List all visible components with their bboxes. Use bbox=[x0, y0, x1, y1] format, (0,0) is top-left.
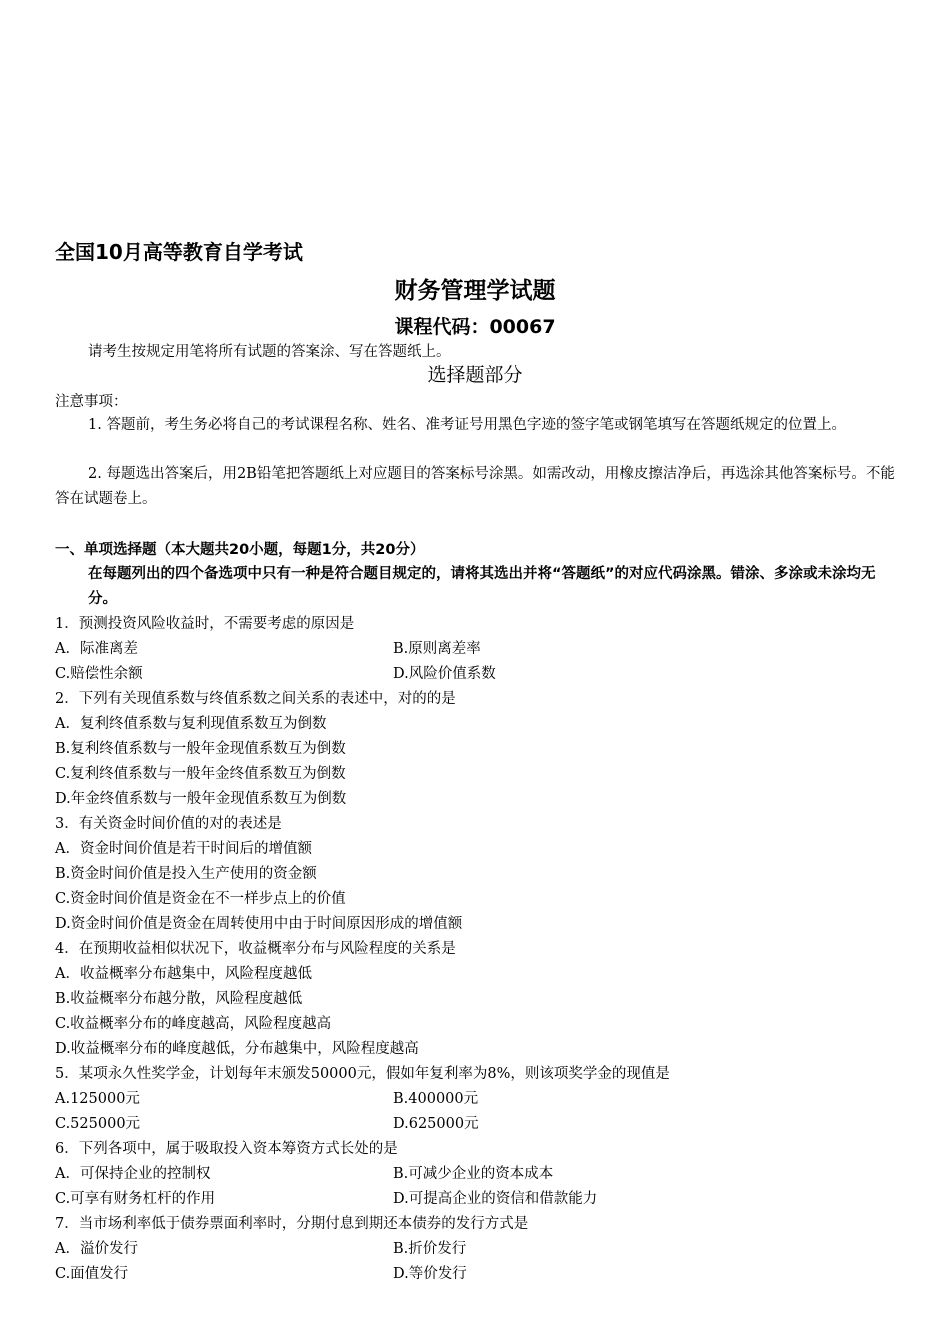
question-3-option-b: B.资金时间价值是投入生产使用的资金额 bbox=[55, 866, 317, 882]
question-7-option-a: A．溢价发行 bbox=[55, 1241, 138, 1257]
answer-instruction: 请考生按规定用笔将所有试题的答案涂、写在答题纸上。 bbox=[88, 344, 451, 360]
question-7-option-d: D.等价发行 bbox=[393, 1266, 467, 1282]
question-5-stem: 5．某项永久性奖学金，计划每年末颁发50000元，假如年复利率为8%，则该项奖学金的现值是 bbox=[55, 1066, 670, 1082]
subject-title: 财务管理学试题 bbox=[394, 278, 556, 304]
question-3-stem: 3．有关资金时间价值的对的表述是 bbox=[55, 816, 282, 832]
note-1: 1. 答题前，考生务必将自己的考试课程名称、姓名、准考证号用黑色字迹的签字笔或钢笔填写在答题纸规定的位置上。 bbox=[88, 417, 846, 433]
question-2-option-d: D.年金终值系数与一般年金现值系数互为倒数 bbox=[55, 791, 347, 807]
question-4-stem: 4．在预期收益相似状况下，收益概率分布与风险程度的关系是 bbox=[55, 941, 456, 957]
question-6-option-a: A．可保持企业的控制权 bbox=[55, 1166, 211, 1182]
question-7-stem: 7．当市场利率低于债券票面利率时，分期付息到期还本债券的发行方式是 bbox=[55, 1216, 529, 1232]
question-1-option-c: C.赔偿性余额 bbox=[55, 666, 143, 682]
question-6-option-c: C.可享有财务杠杆的作用 bbox=[55, 1191, 216, 1207]
question-3-option-d: D.资金时间价值是资金在周转使用中由于时间原因形成的增值额 bbox=[55, 916, 463, 932]
question-5-option-a: A.125000元 bbox=[55, 1091, 140, 1107]
question-4-option-a: A．收益概率分布越集中，风险程度越低 bbox=[55, 966, 312, 982]
question-5-option-c: C.525000元 bbox=[55, 1116, 141, 1132]
question-3-option-c: C.资金时间价值是资金在不一样步点上的价值 bbox=[55, 891, 346, 907]
question-7-option-b: B.折价发行 bbox=[393, 1241, 467, 1257]
question-5-option-d: D.625000元 bbox=[393, 1116, 479, 1132]
question-4-option-d: D.收益概率分布的峰度越低，分布越集中，风险程度越高 bbox=[55, 1041, 419, 1057]
exam-header: 全国10月高等教育自学考试 bbox=[55, 240, 303, 264]
question-6-option-b: B.可减少企业的资本成本 bbox=[393, 1166, 554, 1182]
question-6-stem: 6．下列各项中，属于吸取投入资本筹资方式长处的是 bbox=[55, 1141, 398, 1157]
part1-heading: 一、单项选择题（本大题共20小题，每题1分，共20分） bbox=[55, 542, 425, 558]
section-title: 选择题部分 bbox=[427, 364, 523, 386]
note-2: 2. 每题选出答案后，用2B铅笔把答题纸上对应题目的答案标号涂黑。如需改动，用橡皮擦洁净后，再选涂其他答案标号。不能答在试题卷上。 bbox=[55, 466, 895, 507]
question-2-option-a: A．复利终值系数与复利现值系数互为倒数 bbox=[55, 716, 327, 732]
question-6-option-d: D.可提高企业的资信和借款能力 bbox=[393, 1191, 598, 1207]
notes-heading: 注意事项： bbox=[55, 394, 128, 410]
question-2-option-c: C.复利终值系数与一般年金终值系数互为倒数 bbox=[55, 766, 346, 782]
question-2-option-b: B.复利终值系数与一般年金现值系数互为倒数 bbox=[55, 741, 346, 757]
course-code: 课程代码：00067 bbox=[394, 316, 556, 338]
question-1-stem: 1．预测投资风险收益时，不需要考虑的原因是 bbox=[55, 616, 355, 632]
question-1-option-b: B.原则离差率 bbox=[393, 641, 481, 657]
question-2-stem: 2．下列有关现值系数与终值系数之间关系的表述中，对的的是 bbox=[55, 691, 456, 707]
question-1-option-a: A．际准离差 bbox=[55, 641, 138, 657]
question-4-option-c: C.收益概率分布的峰度越高，风险程度越高 bbox=[55, 1016, 332, 1032]
question-7-option-c: C.面值发行 bbox=[55, 1266, 129, 1282]
part1-instruction: 在每题列出的四个备选项中只有一种是符合题目规定的，请将其选出并将“答题纸”的对应代码涂黑。错涂、多涂或未涂均无分。 bbox=[88, 566, 876, 607]
question-5-option-b: B.400000元 bbox=[393, 1091, 479, 1107]
question-4-option-b: B.收益概率分布越分散，风险程度越低 bbox=[55, 991, 303, 1007]
question-1-option-d: D.风险价值系数 bbox=[393, 666, 496, 682]
question-3-option-a: A．资金时间价值是若干时间后的增值额 bbox=[55, 841, 312, 857]
